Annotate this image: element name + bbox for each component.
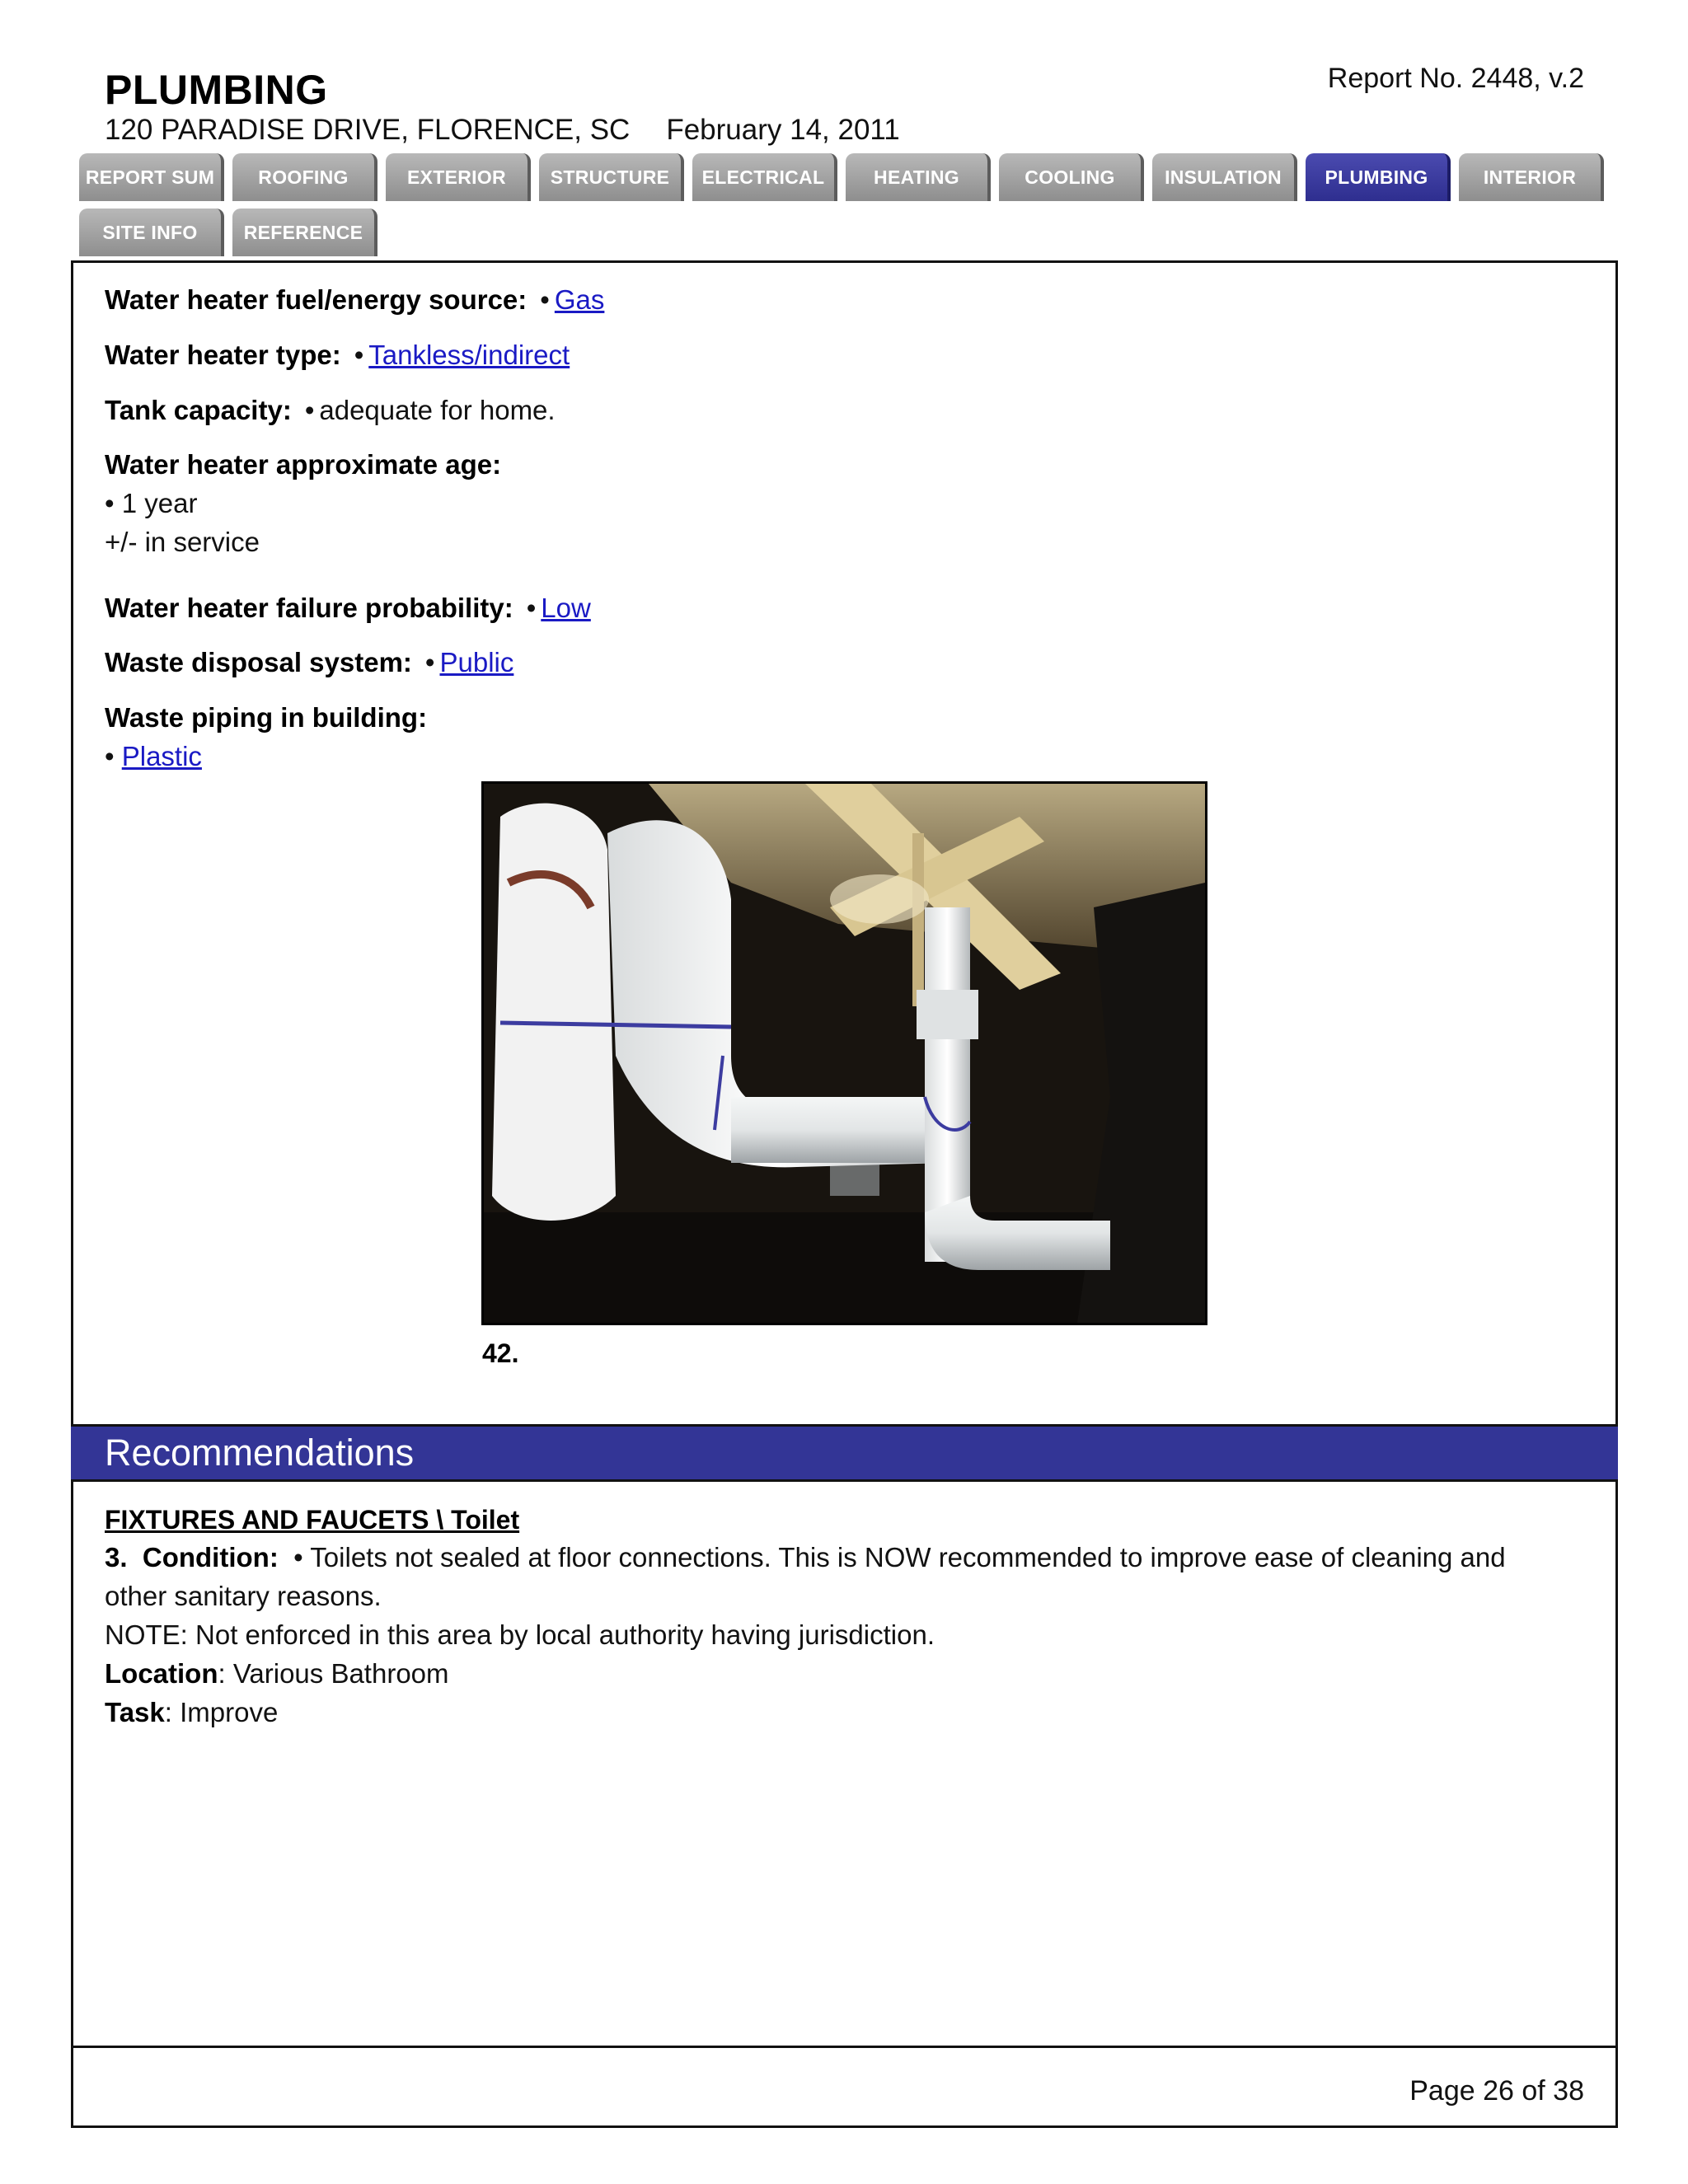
recommendation-task — [105, 1693, 1572, 1732]
condition-label: Condition: — [142, 1542, 279, 1572]
recommendation-note: NOTE: Not enforced in this area by local authority having jurisdiction. — [105, 1619, 935, 1650]
tab-cooling[interactable]: COOLING — [999, 153, 1144, 201]
section-tabs — [79, 153, 1612, 201]
photo-caption: 42. — [482, 1338, 519, 1368]
location-label: Location — [105, 1658, 218, 1689]
task-label: Task — [105, 1697, 165, 1727]
heater-age-value: 1 year — [121, 488, 198, 518]
item-number: 3. — [105, 1542, 128, 1572]
location-value: : Various Bathroom — [218, 1658, 449, 1689]
waste-disposal-field: Waste disposal system: • Public — [105, 647, 514, 677]
address-line — [105, 114, 900, 147]
waste-piping-link[interactable]: Plastic — [121, 741, 202, 771]
waste-piping-field — [105, 702, 427, 733]
fuel-source-label: Water heater fuel/energy source: — [105, 284, 528, 315]
report-number: Report No. 2448, v.2 — [1327, 63, 1584, 94]
condition-text: Toilets not sealed at floor connections. This is NOW recommended to improve ease of cleaning and other sanitary reasons. — [105, 1542, 1506, 1611]
waste-disposal-label: Waste disposal system: — [105, 647, 412, 677]
plumbing-photo[interactable] — [481, 781, 1207, 1325]
fuel-source-link[interactable]: Gas — [554, 284, 605, 315]
tab-site-info[interactable]: SITE INFO — [79, 209, 224, 256]
heater-age-field — [105, 449, 501, 480]
heater-type-field: Water heater type: • Tankless/indirect — [105, 340, 570, 370]
tank-capacity-field: Tank capacity: • adequate for home. — [105, 395, 556, 425]
failure-probability-field: Water heater failure probability: • Low — [105, 593, 591, 623]
fuel-source-field: Water heater fuel/energy source: • Gas — [105, 284, 605, 315]
failure-probability-label: Water heater failure probability: — [105, 593, 513, 623]
tab-heating[interactable]: HEATING — [846, 153, 991, 201]
pipe-photo-illustration — [484, 784, 1205, 1323]
waste-piping-label: Waste piping in building: — [105, 702, 428, 733]
property-address: 120 PARADISE DRIVE, FLORENCE, SC — [105, 114, 631, 146]
tab-reference[interactable]: REFERENCE — [232, 209, 377, 256]
heater-age-value-line: • 1 year — [105, 488, 198, 518]
report-date: February 14, 2011 — [666, 114, 900, 146]
tab-exterior[interactable]: EXTERIOR — [386, 153, 531, 201]
tab-electrical[interactable]: ELECTRICAL — [692, 153, 837, 201]
page-title: PLUMBING — [105, 67, 328, 113]
tab-insulation[interactable]: INSULATION — [1152, 153, 1297, 201]
tab-roofing[interactable]: ROOFING — [232, 153, 377, 201]
tab-structure[interactable]: STRUCTURE — [539, 153, 684, 201]
tab-interior[interactable]: INTERIOR — [1459, 153, 1604, 201]
heater-age-label: Water heater approximate age: — [105, 449, 502, 480]
tank-capacity-label: Tank capacity: — [105, 395, 292, 425]
task-value: : Improve — [164, 1697, 279, 1727]
heater-age-note: +/- in service — [105, 527, 260, 557]
tab-plumbing[interactable]: PLUMBING — [1306, 153, 1451, 201]
failure-probability-link[interactable]: Low — [541, 593, 591, 623]
section-tabs-row-2 — [79, 209, 386, 256]
waste-disposal-link[interactable]: Public — [439, 647, 514, 677]
heater-type-label: Water heater type: — [105, 340, 341, 370]
recommendation-heading: FIXTURES AND FAUCETS \ Toilet — [105, 1505, 520, 1535]
waste-piping-value-line: • Plastic — [105, 741, 202, 771]
recommendation-condition: 3. Condition: • Toilets not sealed at floor connections. This is NOW recommended to improve ease of cleaning and other sanitary reasons. — [105, 1542, 1506, 1611]
recommendations-bar: Recommendations — [71, 1424, 1618, 1482]
tank-capacity-value: adequate for home. — [319, 395, 556, 425]
recommendation-location — [105, 1654, 1572, 1693]
footer-divider — [71, 2046, 1618, 2048]
heater-type-link[interactable]: Tankless/indirect — [368, 340, 570, 370]
tab-report-summary[interactable]: REPORT SUM — [79, 153, 224, 201]
page-number: Page 26 of 38 — [1409, 2075, 1584, 2107]
